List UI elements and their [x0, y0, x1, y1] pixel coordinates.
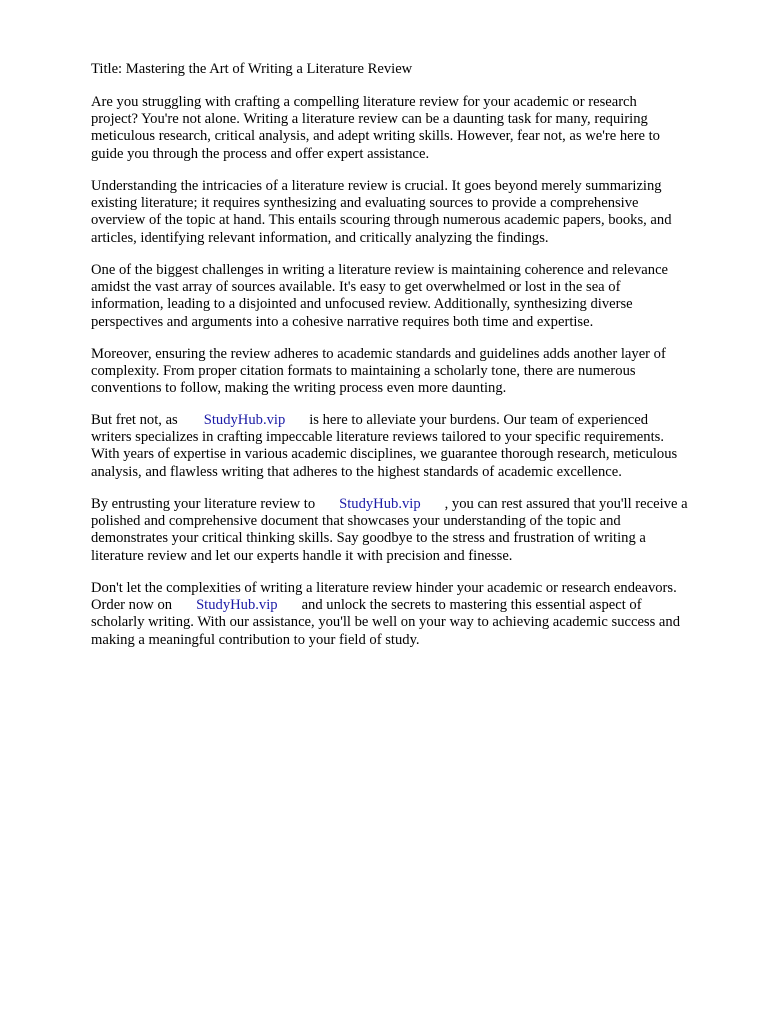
- text-line: information, leading to a disjointed and unfocused review. Additionally, synthesizing diverse: [91, 296, 633, 313]
- paragraph-standards: [91, 346, 731, 398]
- text-line: complexity. From proper citation formats to maintaining a scholarly tone, there are numerous: [91, 363, 636, 380]
- paragraph-challenges: [91, 262, 731, 331]
- text-line: writers specializes in crafting impeccable literature reviews tailored to your specific requirements.: [91, 429, 664, 446]
- text-segment: and unlock the secrets to mastering this essential aspect of: [301, 597, 642, 614]
- text-line: One of the biggest challenges in writing a literature review is maintaining coherence and relevance: [91, 262, 669, 278]
- text-line: [91, 412, 731, 429]
- paragraph-fret-not: [91, 412, 731, 481]
- text-line: amidst the vast array of sources available. It's easy to get overwhelmed or lost in the sea of: [91, 279, 621, 296]
- text-line: making a meaningful contribution to your field of study.: [91, 631, 420, 648]
- text-line: [91, 496, 731, 513]
- text-line: [91, 597, 731, 614]
- text-segment: is here to alleviate your burdens. Our team of experienced: [309, 412, 649, 428]
- text-line: Moreover, ensuring the review adheres to academic standards and guidelines adds another layer of: [91, 346, 666, 362]
- text-line: scholarly writing. With our assistance, you'll be well on your way to achieving academic success and: [91, 614, 681, 631]
- text-segment: By entrusting your literature review to: [91, 496, 316, 512]
- text-line: With years of expertise in various academic disciplines, we guarantee thorough research, meticulous: [91, 446, 678, 463]
- text-line: Understanding the intricacies of a literature review is crucial. It goes beyond merely summarizing: [91, 178, 662, 194]
- text-line: existing literature; it requires synthesizing and evaluating sources to provide a comprehensive: [91, 195, 639, 212]
- text-line: Are you struggling with crafting a compelling literature review for your academic or research: [91, 94, 637, 110]
- text-segment: Order now on: [91, 597, 173, 614]
- text-line: Don't let the complexities of writing a literature review hinder your academic or research endeavors.: [91, 580, 677, 596]
- text-line: guide you through the process and offer expert assistance.: [91, 145, 430, 162]
- text-line: conventions to follow, making the writing process even more daunting.: [91, 380, 507, 397]
- text-line: literature review and let our experts handle it with precision and finesse.: [91, 547, 513, 564]
- paragraph-intro: [91, 94, 731, 163]
- text-segment: But fret not, as: [91, 412, 178, 428]
- paragraph-entrusting: [91, 496, 731, 565]
- text-line: overview of the topic at hand. This entails scouring through numerous academic papers, books, and: [91, 212, 672, 229]
- text-line: meticulous research, critical analysis, and adept writing skills. However, fear not, as we're here to: [91, 128, 660, 145]
- text-line: project? You're not alone. Writing a literature review can be a daunting task for many, requiring: [91, 111, 648, 128]
- paragraph-closing: [91, 580, 731, 649]
- studyhub-link[interactable]: StudyHub.vip: [339, 496, 421, 512]
- text-line: analysis, and flawless writing that adheres to the highest standards of academic excellence.: [91, 463, 622, 480]
- text-line: demonstrates your critical thinking skills. Say goodbye to the stress and frustration of writing a: [91, 530, 646, 547]
- text-segment: , you can rest assured that you'll receive a: [444, 496, 688, 512]
- text-line: articles, identifying relevant information, and critically analyzing the findings.: [91, 229, 549, 246]
- document-title: Title: Mastering the Art of Writing a Literature Review: [91, 61, 413, 77]
- text-line: perspectives and arguments into a cohesive narrative requires both time and expertise.: [91, 313, 594, 330]
- text-line: polished and comprehensive document that showcases your understanding of the topic and: [91, 513, 621, 530]
- studyhub-link[interactable]: StudyHub.vip: [203, 412, 286, 428]
- paragraph-understanding: [91, 178, 731, 247]
- studyhub-link[interactable]: StudyHub.vip: [196, 597, 278, 614]
